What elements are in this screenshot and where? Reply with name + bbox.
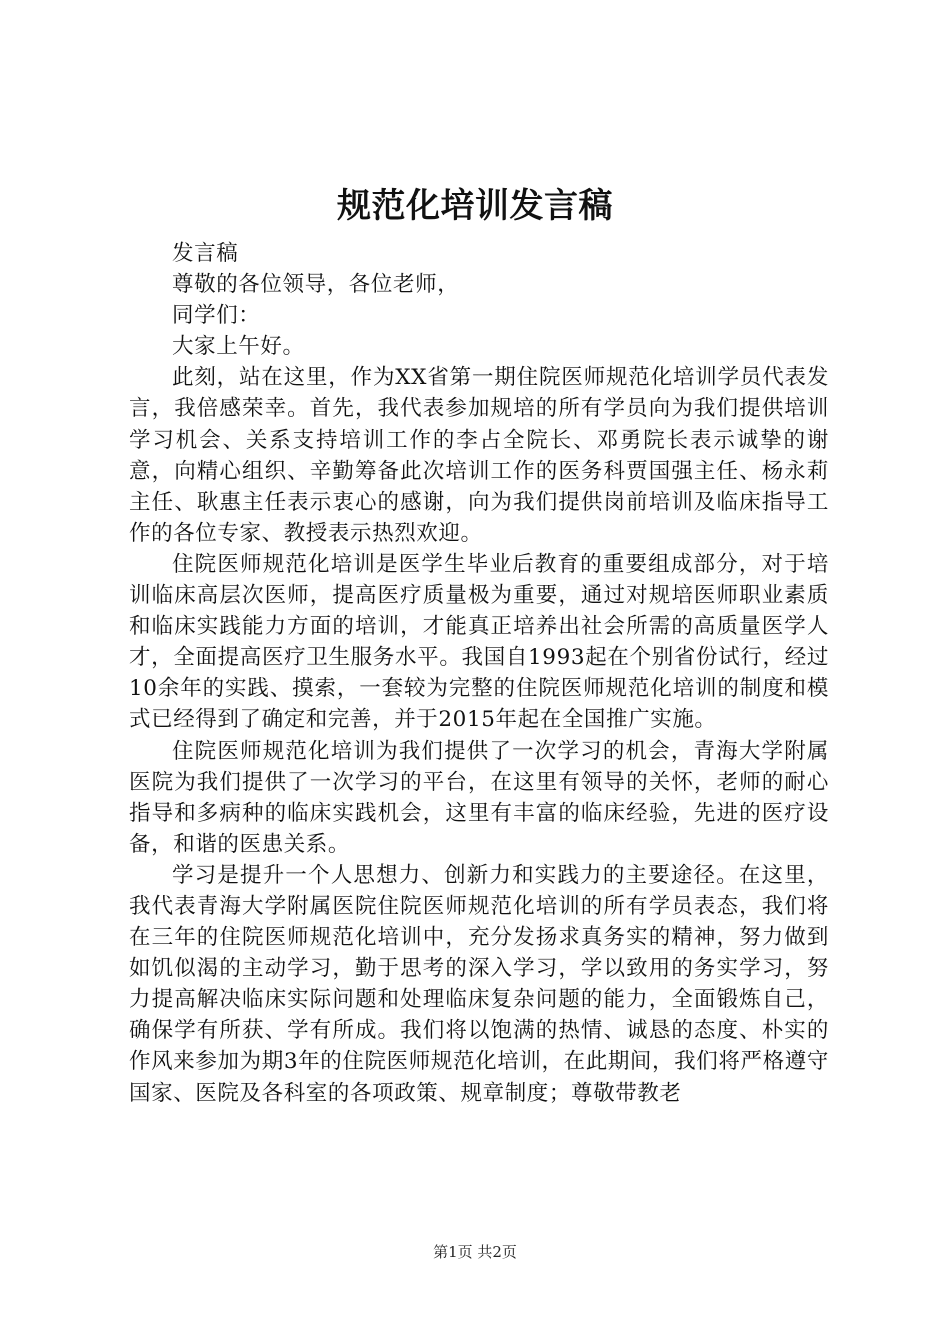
paragraph-salutation: 尊敬的各位领导，各位老师， [172,272,460,298]
page-footer: 第1页 共2页 [433,1243,517,1261]
paragraph-body: 此刻，站在这里，作为XX省第一期住院医师规范化培训学员代表发言，我倍感荣幸。首先，我代表参加规培的所有学员向为我们提供培训学习机会、关系支持培训工作的李占全院长、邓勇院长表示诚挚的谢意，向精心组织、辛勤筹备此次培训工作的医务科贾国强主任、杨永莉主任、耿惠主任表示衷心的感谢，向为我们提供岗前培训及临床指导工作的各位专家、教授表示热烈欢迎。 [129,365,829,546]
paragraph-body: 住院医师规范化培训是医学生毕业后教育的重要组成部分，对于培训临床高层次医师，提高医疗质量极为重要，通过对规培医师职业素质和临床实践能力方面的培训，才能真正培养出社会所需的高质量医学人才，全面提高医疗卫生服务水平。我国自1993起在个别省份试行，经过10余年的实践、摸索，一套较为完整的住院医师规范化培训的制度和模式已经得到了确定和完善，并于2015年起在全国推广实施。 [129,551,829,733]
paragraph-greeting: 大家上午好。 [172,334,305,360]
paragraph-heading: 发言稿 [172,241,239,266]
paragraph-body: 住院医师规范化培训为我们提供了一次学习的机会，青海大学附属医院为我们提供了一次学习的平台，在这里有领导的关怀，老师的耐心指导和多病种的临床实践机会，这里有丰富的临床经验，先进的医疗设备，和谐的医患关系。 [129,738,829,857]
paragraph-body: 学习是提升一个人思想力、创新力和实践力的主要途径。在这里，我代表青海大学附属医院住院医师规范化培训的所有学员表态，我们将在三年的住院医师规范化培训中，充分发扬求真务实的精神，努力做到如饥似渴的主动学习，勤于思考的深入学习，学以致用的务实学习，努力提高解决临床实际问题和处理临床复杂问题的能力，全面锻炼自己，确保学有所获、学有所成。我们将以饱满的热情、诚恳的态度、朴实的作风来参加为期3年的住院医师规范化培训，在此期间，我们将严格遵守国家、医院及各科室的各项政策、规章制度；尊敬带教老 [129,862,829,1106]
document-body [129,238,829,1109]
document-title: 规范化培训发言稿 [337,186,613,226]
paragraph-salutation-students: 同学们： [172,303,261,329]
